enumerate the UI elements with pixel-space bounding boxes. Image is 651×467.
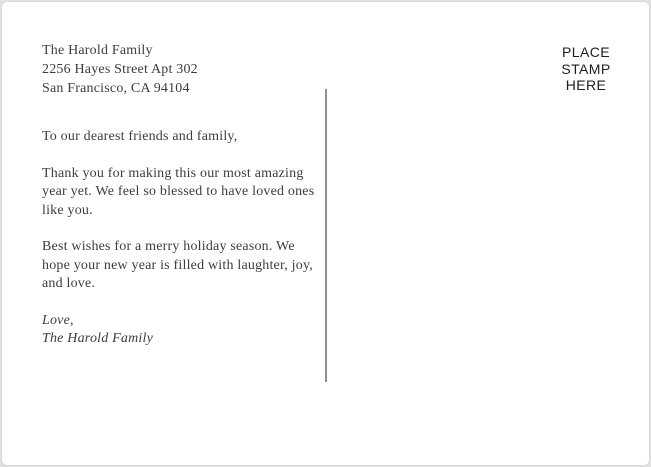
- greeting-line: To our dearest friends and family,: [42, 129, 238, 144]
- signature-line-2: The Harold Family: [42, 331, 153, 346]
- signature-line-1: Love,: [42, 312, 74, 328]
- stamp-placement-text: [545, 44, 627, 94]
- return-address: [42, 41, 198, 98]
- postcard-message: [42, 128, 314, 349]
- paragraph-1-line-3: like you.: [42, 202, 93, 218]
- paragraph-2-line-3: and love.: [42, 276, 96, 291]
- stamp-line-place: PLACE: [562, 44, 610, 60]
- stamp-line-here: HERE: [565, 77, 607, 93]
- return-address-city: San Francisco, CA 94104: [42, 81, 190, 96]
- message-signature: [42, 312, 314, 349]
- paragraph-2-line-1: Best wishes for a merry holiday season. We: [42, 239, 295, 254]
- paragraph-1-line-2: year yet. We feel so blessed to have loved ones: [42, 184, 315, 199]
- postcard-back: [1, 1, 650, 466]
- return-address-street: 2256 Hayes Street Apt 302: [42, 62, 198, 77]
- postcard-divider-line: [325, 89, 327, 382]
- paragraph-1-line-1: Thank you for making this our most amazing: [42, 165, 304, 181]
- return-address-name: The Harold Family: [42, 43, 153, 58]
- message-greeting: [42, 128, 314, 147]
- stamp-line-stamp: STAMP: [561, 60, 611, 77]
- message-paragraph-2: [42, 238, 314, 294]
- paragraph-2-line-2: hope your new year is filled with laughter, joy,: [42, 257, 313, 273]
- message-paragraph-1: [42, 165, 314, 221]
